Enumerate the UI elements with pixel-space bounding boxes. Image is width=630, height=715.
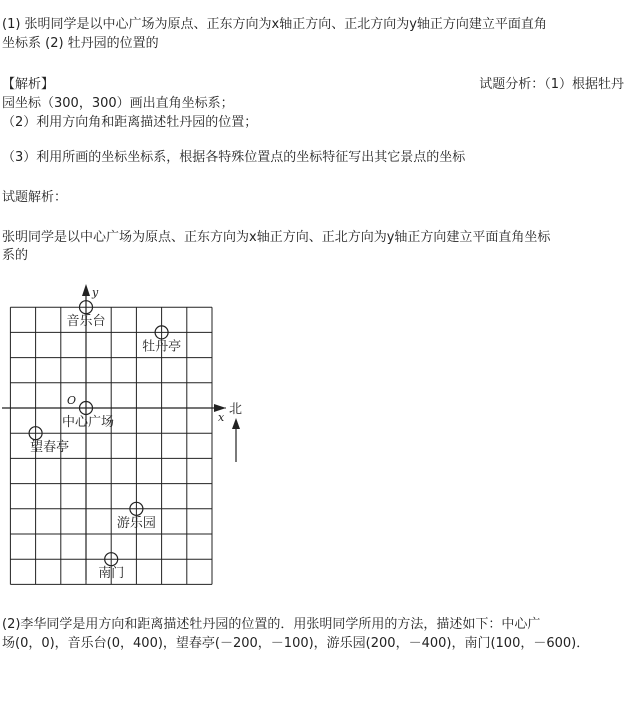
place-label: 游乐园	[116, 515, 156, 531]
place-label: 南门	[98, 566, 125, 582]
analysis-step-2: （2）利用方向角和距离描述牡丹园的位置；	[2, 115, 258, 130]
analysis-step-3: （3）利用所画的坐标坐标系，根据各特殊位置点的坐标特征写出其它景点的坐标	[2, 150, 466, 165]
solution-heading: 试题解析：	[2, 190, 68, 205]
answer-line-2: 场(0，0)，音乐台(0，400)，望春亭(－200，－100)，游乐园(200，－400)，南门(100，－600)．	[2, 636, 590, 651]
place-label: 音乐台	[66, 314, 106, 330]
origin-label: O	[67, 394, 77, 407]
place-label: 中心广场	[61, 415, 115, 430]
x-axis-label: x	[218, 411, 225, 424]
question-line-1: (1) 张明同学是以中心广场为原点、正东方向为x轴正方向、正北方向为y轴正方向建立平面直角	[2, 17, 547, 32]
analysis-heading: 【解析】	[2, 77, 55, 92]
y-axis-label: y	[92, 286, 99, 299]
answer-line-1: (2)李华同学是用方向和距离描述牡丹园的位置的．用张明同学所用的方法，描述如下：中心广	[2, 617, 541, 632]
analysis-intro: 试题分析：（1）根据牡丹	[479, 77, 624, 92]
coordinate-figure	[0, 280, 630, 590]
analysis-intro-continued: 园坐标（300，300）画出直角坐标系；	[2, 96, 234, 111]
place-label: 牡丹亭	[142, 339, 182, 355]
solution-line-1: 张明同学是以中心广场为原点、正东方向为x轴正方向、正北方向为y轴正方向建立平面直角坐标	[2, 230, 551, 245]
place-label: 望春亭	[30, 440, 70, 456]
places	[29, 301, 181, 582]
north-label: 北	[229, 402, 243, 417]
solution-line-2: 系的	[2, 248, 29, 263]
question-line-2: 坐标系 (2) 牡丹园的位置的	[2, 36, 159, 51]
